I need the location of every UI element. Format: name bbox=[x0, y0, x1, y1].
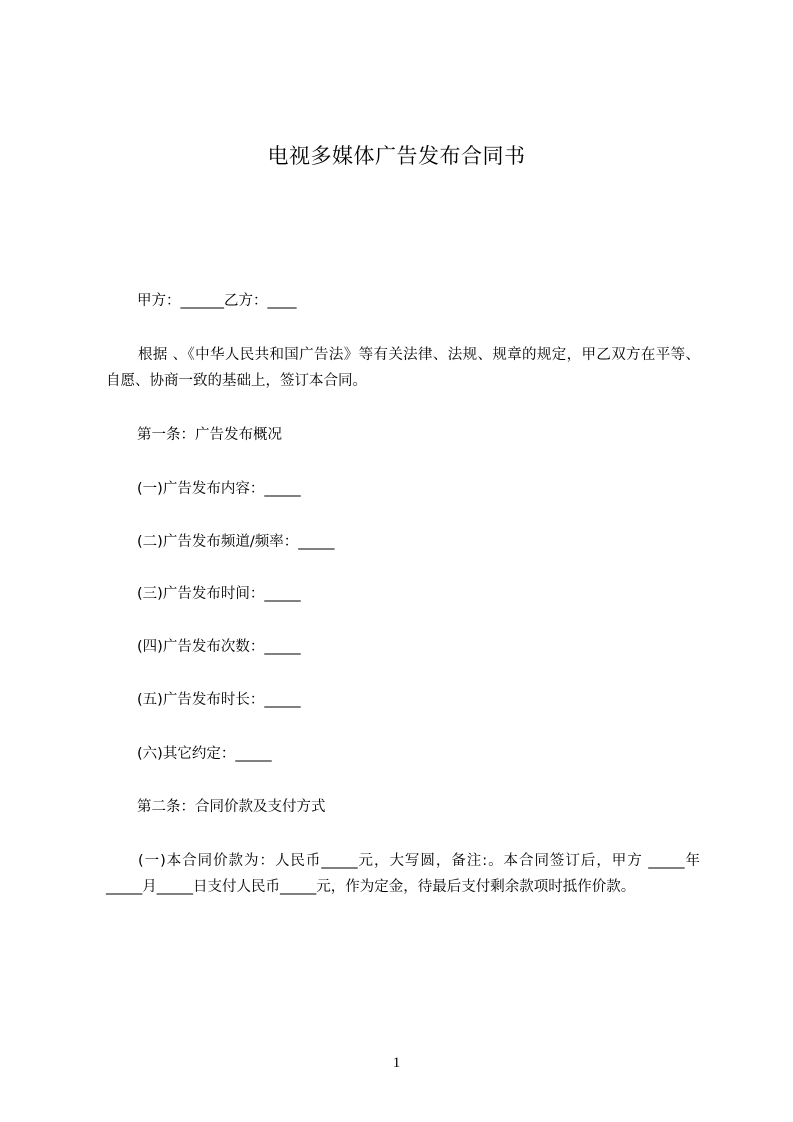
parties-line: 甲方：______乙方：____ bbox=[137, 293, 297, 309]
article1-item-6: (六)其它约定：_____ bbox=[137, 746, 272, 762]
article1-item-5: (五)广告发布时长：_____ bbox=[137, 692, 301, 708]
article1-item-4: (四)广告发布次数：_____ bbox=[137, 639, 301, 655]
article1-item-2: (二)广告发布频道/频率：_____ bbox=[137, 534, 335, 550]
document-title: 电视多媒体广告发布合同书 bbox=[267, 144, 526, 168]
article1-item-3: (三)广告发布时间：_____ bbox=[137, 586, 301, 602]
article2-heading: 第二条：合同价款及支付方式 bbox=[137, 799, 326, 815]
page-number: 1 bbox=[392, 1055, 401, 1071]
article2-item-1: (一)本合同价款为：人民币_____元，大写圆，备注:。本合同签订后，甲方 _____年_____月_____日支付人民币_____元，作为定金，待最后支付剩余款项时抵作价款。 bbox=[106, 853, 700, 895]
article1-item-1: (一)广告发布内容：_____ bbox=[137, 481, 301, 497]
article1-heading: 第一条：广告发布概况 bbox=[137, 427, 282, 443]
intro-paragraph: 根据 、《中华人民共和国广告法》等有关法律、法规、规章的规定，甲乙双方在平等、自愿、协商一致的基础上，签订本合同。 bbox=[106, 347, 700, 389]
